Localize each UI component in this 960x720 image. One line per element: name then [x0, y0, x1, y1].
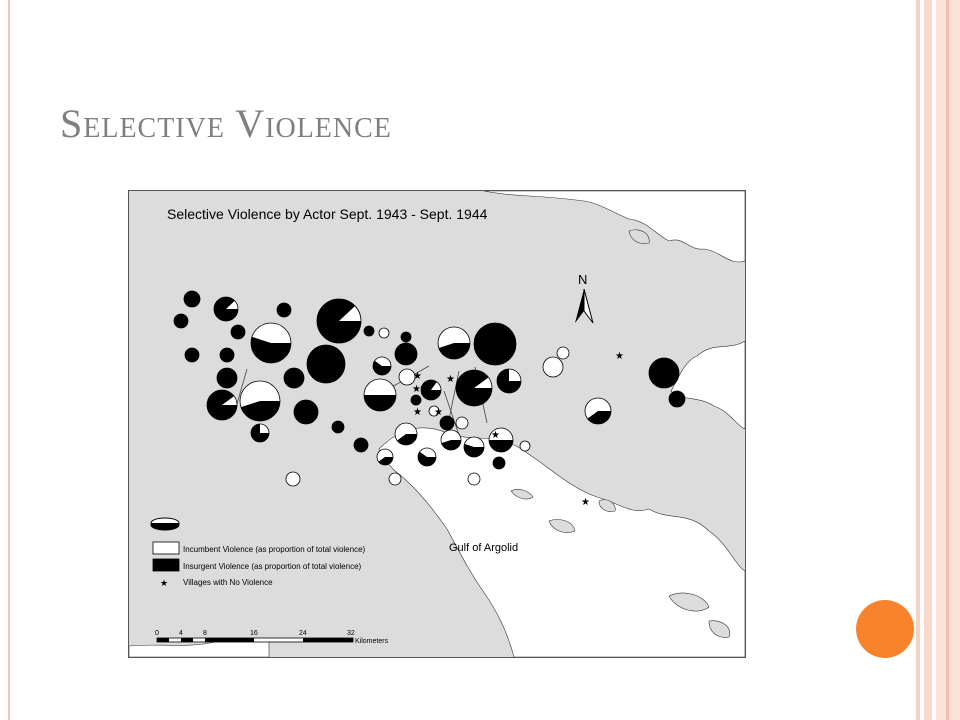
violence-pie: [395, 343, 417, 365]
violence-pie: [468, 473, 480, 485]
violence-pie: [649, 358, 679, 388]
scale-tick: 24: [299, 630, 307, 637]
pie-incumbent-slice: [411, 395, 421, 405]
pie-incumbent-slice: [401, 332, 411, 342]
violence-pie: [557, 347, 569, 359]
violence-pie: [294, 400, 318, 424]
sea-east: [671, 341, 745, 429]
violence-pie: [497, 369, 521, 393]
accent-circle: [856, 600, 914, 658]
violence-pie: [389, 473, 401, 485]
star-icon: ★: [615, 351, 624, 362]
star-icon: ★: [413, 371, 422, 382]
violence-pie: [395, 423, 417, 445]
legend-label-no-violence: Villages with No Violence: [183, 578, 273, 587]
scale-bar: [155, 630, 389, 645]
violence-pie: [411, 395, 421, 405]
violence-pie: [217, 368, 237, 388]
legend-swatch-incumbent: [153, 542, 179, 554]
violence-pie: [174, 314, 188, 328]
violence-pie: [364, 379, 396, 411]
scale-tick: 4: [179, 630, 183, 637]
violence-pie: [286, 472, 300, 486]
violence-pie: [438, 327, 470, 359]
violence-pie: [669, 391, 685, 407]
violence-pie: [474, 323, 516, 365]
pie-incumbent-slice: [379, 328, 389, 338]
star-icon: ★: [581, 497, 590, 508]
slide-border-right: [924, 0, 932, 720]
pie-incumbent-slice: [474, 323, 516, 365]
slide-border-right: [946, 0, 949, 720]
violence-pie: [377, 449, 393, 465]
legend-swatch-insurgent: [153, 559, 179, 571]
violence-pie: [317, 299, 361, 343]
star-icon: ★: [412, 384, 421, 395]
star-icon: ★: [160, 579, 169, 589]
map-figure: [128, 190, 746, 658]
violence-pie: [332, 421, 344, 433]
violence-pie: [251, 424, 269, 442]
violence-pie: [207, 390, 237, 420]
pie-insurgent-slice: [364, 395, 396, 411]
violence-pie: [493, 457, 505, 469]
violence-pie: [354, 438, 368, 452]
pie-incumbent-slice: [286, 472, 300, 486]
violence-pie: [277, 303, 291, 317]
violence-pie: [307, 345, 345, 383]
pie-incumbent-slice: [649, 358, 679, 388]
map-title: Selective Violence by Actor Sept. 1943 - Sept. 1944: [167, 206, 488, 222]
violence-pie: [379, 328, 389, 338]
north-arrow: [575, 272, 593, 323]
pie-incumbent-slice: [456, 417, 468, 429]
pie-incumbent-slice: [543, 357, 563, 377]
sea-northeast: [484, 191, 745, 262]
violence-pie: [456, 417, 468, 429]
north-label: N: [578, 272, 588, 287]
legend-label-insurgent: Insurgent Violence (as proportion of total violence): [183, 562, 362, 571]
gulf-label: Gulf of Argolid: [449, 542, 519, 554]
violence-pie: [520, 441, 530, 451]
sea-areas: [129, 191, 745, 657]
pie-incumbent-slice: [493, 457, 505, 469]
violence-pie: [456, 370, 492, 406]
scale-tick: 8: [203, 630, 207, 637]
violence-pie: [251, 323, 291, 363]
legend: [151, 518, 366, 589]
violence-pie: [418, 448, 436, 466]
pie-incumbent-slice: [440, 416, 454, 430]
pie-incumbent-slice: [284, 368, 304, 388]
slide-border-right: [916, 0, 920, 720]
scale-tick: 16: [250, 630, 258, 637]
star-icon: ★: [434, 407, 443, 418]
violence-pie: [421, 380, 441, 400]
island: [629, 230, 649, 244]
pie-incumbent-slice: [389, 473, 401, 485]
legend-label-incumbent: Incumbent Violence (as proportion of total violence): [183, 545, 366, 554]
violence-pie: [240, 381, 280, 421]
violence-pie: [464, 437, 484, 457]
violence-pie: [284, 368, 304, 388]
pie-incumbent-slice: [217, 368, 237, 388]
map-canvas: [129, 191, 745, 657]
violence-pies: [174, 291, 685, 486]
pie-incumbent-slice: [354, 438, 368, 452]
violence-pie: [440, 416, 454, 430]
pie-incumbent-slice: [557, 347, 569, 359]
scale-tick: 32: [347, 630, 355, 637]
violence-pie: [585, 398, 611, 424]
violence-pie: [401, 332, 411, 342]
pie-incumbent-slice: [294, 400, 318, 424]
pie-incumbent-slice: [184, 291, 200, 307]
scale-tick: 0: [155, 630, 159, 637]
pie-incumbent-slice: [669, 391, 685, 407]
pie-incumbent-slice: [332, 421, 344, 433]
pie-incumbent-slice: [185, 348, 199, 362]
pie-incumbent-slice: [395, 343, 417, 365]
violence-pie: [441, 430, 461, 450]
pie-insurgent-slice: [456, 370, 492, 406]
star-icon: ★: [446, 374, 455, 385]
violence-pie: [214, 297, 238, 321]
violence-pie: [185, 348, 199, 362]
star-icon: ★: [413, 407, 422, 418]
slide-title: Selective Violence: [60, 101, 392, 146]
violence-pie: [364, 326, 374, 336]
scale-unit: Kilometers: [355, 638, 389, 645]
pie-incumbent-slice: [307, 345, 345, 383]
violence-pie: [373, 357, 391, 375]
slide-border-left: [8, 0, 10, 720]
violence-pie: [543, 357, 563, 377]
pie-incumbent-slice: [220, 348, 234, 362]
pie-incumbent-slice: [231, 325, 245, 339]
violence-pie: [220, 348, 234, 362]
star-icon: ★: [491, 430, 500, 441]
pie-incumbent-slice: [520, 441, 530, 451]
pie-incumbent-slice: [364, 326, 374, 336]
violence-pie: [184, 291, 200, 307]
pie-incumbent-slice: [277, 303, 291, 317]
violence-pie: [231, 325, 245, 339]
pie-incumbent-slice: [174, 314, 188, 328]
pie-insurgent-slice: [214, 297, 238, 321]
pie-incumbent-slice: [468, 473, 480, 485]
